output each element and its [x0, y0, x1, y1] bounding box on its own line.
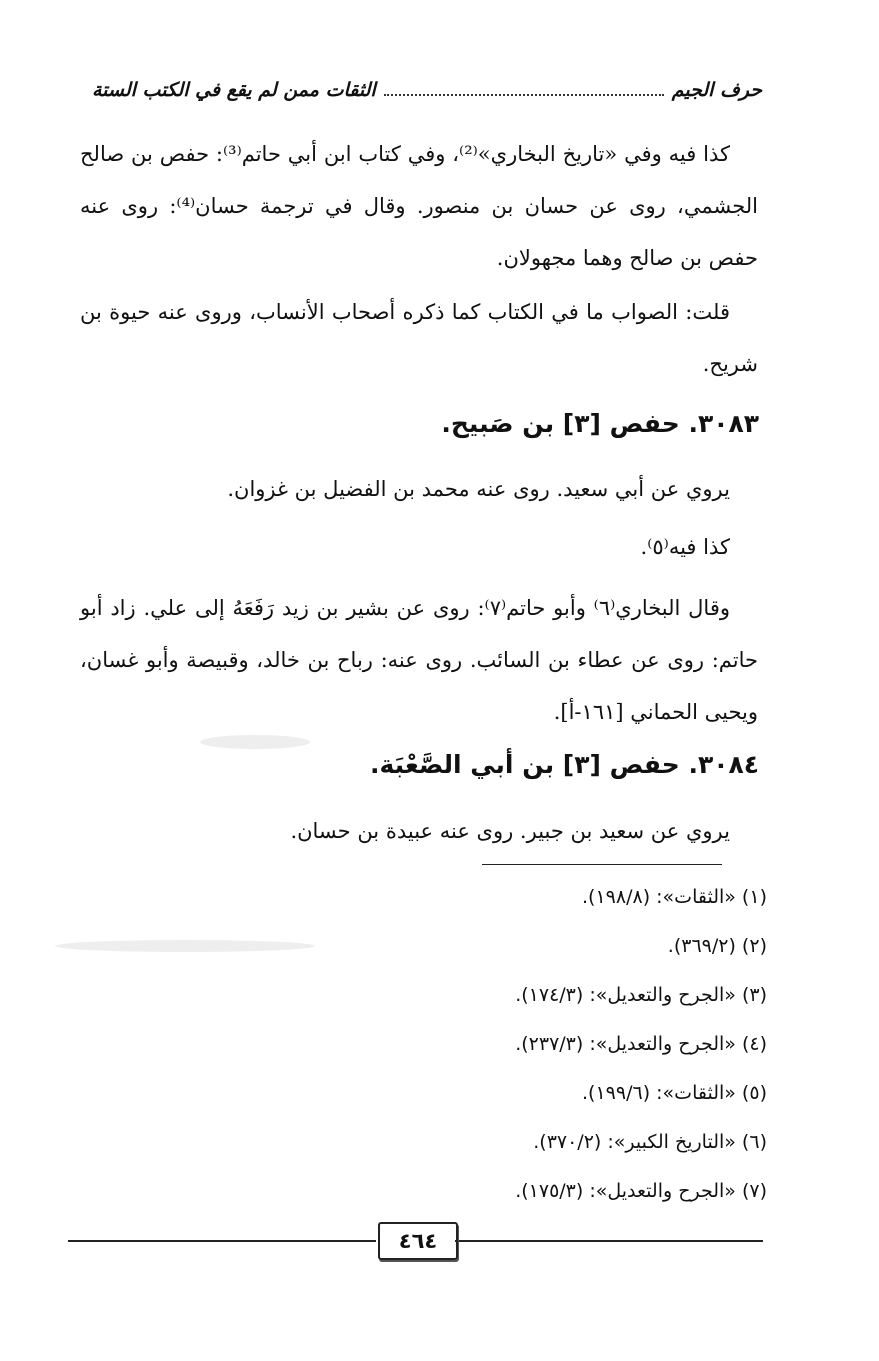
footnote-7: (٧) «الجرح والتعديل»: (١٧٥/٣).	[515, 1180, 767, 1202]
scan-smudge	[200, 735, 310, 749]
footnote-1: (١) «الثقات»: (١٩٨/٨).	[582, 886, 767, 908]
footnote-2: (٢) (٣٦٩/٢).	[667, 935, 767, 957]
entry-heading-3084: ٣٠٨٤. حفص [٣] بن أبي الصَّعْبَة.	[369, 750, 759, 779]
paragraph-5: وقال البخاري⁽٦⁾ وأبو حاتم⁽٧⁾: روى عن بشير بن زيد رَفَعَهُ إلى علي. زاد أبو حاتم: روى عن عطاء بن السائب. روى عنه: رباح بن خالد، وقبيصة وأبو غسان، ويحيى الحماني [١٦١-أ].	[80, 596, 758, 724]
footnote-separator	[482, 864, 722, 865]
page-number: ٤٦٤	[378, 1222, 458, 1260]
running-header	[92, 72, 762, 108]
bottom-rule-left	[68, 1240, 376, 1242]
paragraph-1: كذا فيه وفي «تاريخ البخاري»⁽²⁾، وفي كتاب ابن أبي حاتم⁽³⁾: حفص بن صالح الجشمي، روى عن حسان بن منصور. وقال في ترجمة حسان⁽⁴⁾: روى عنه حفص بن صالح وهما مجهولان.	[80, 142, 759, 270]
footnotes-list	[267, 876, 767, 1219]
paragraph-3: يروي عن أبي سعيد. روى عنه محمد بن الفضيل بن غزوان.	[227, 477, 730, 501]
header-book-title: الثقات ممن لم يقع في الكتب الستة	[92, 79, 376, 101]
paragraph-6: يروي عن سعيد بن جبير. روى عنه عبيدة بن حسان.	[290, 819, 730, 843]
footnote-4: (٤) «الجرح والتعديل»: (٢٣٧/٣).	[515, 1033, 767, 1055]
footnote-3: (٣) «الجرح والتعديل»: (١٧٤/٣).	[515, 984, 767, 1006]
paragraph-2: قلت: الصواب ما في الكتاب كما ذكره أصحاب الأنساب، وروى عنه حيوة بن شريح.	[80, 300, 758, 376]
footnote-5: (٥) «الثقات»: (١٩٩/٦).	[582, 1082, 767, 1104]
scan-smudge	[55, 940, 315, 952]
header-leader-dots	[384, 94, 664, 96]
bottom-rule-right	[455, 1240, 763, 1242]
entry-heading-3083: ٣٠٨٣. حفص [٣] بن صَبيح.	[441, 409, 759, 438]
header-chapter: حرف الجيم	[671, 79, 762, 101]
paragraph-4: كذا فيه⁽٥⁾.	[640, 535, 730, 559]
footnote-6: (٦) «التاريخ الكبير»: (٣٧٠/٢).	[533, 1131, 767, 1153]
